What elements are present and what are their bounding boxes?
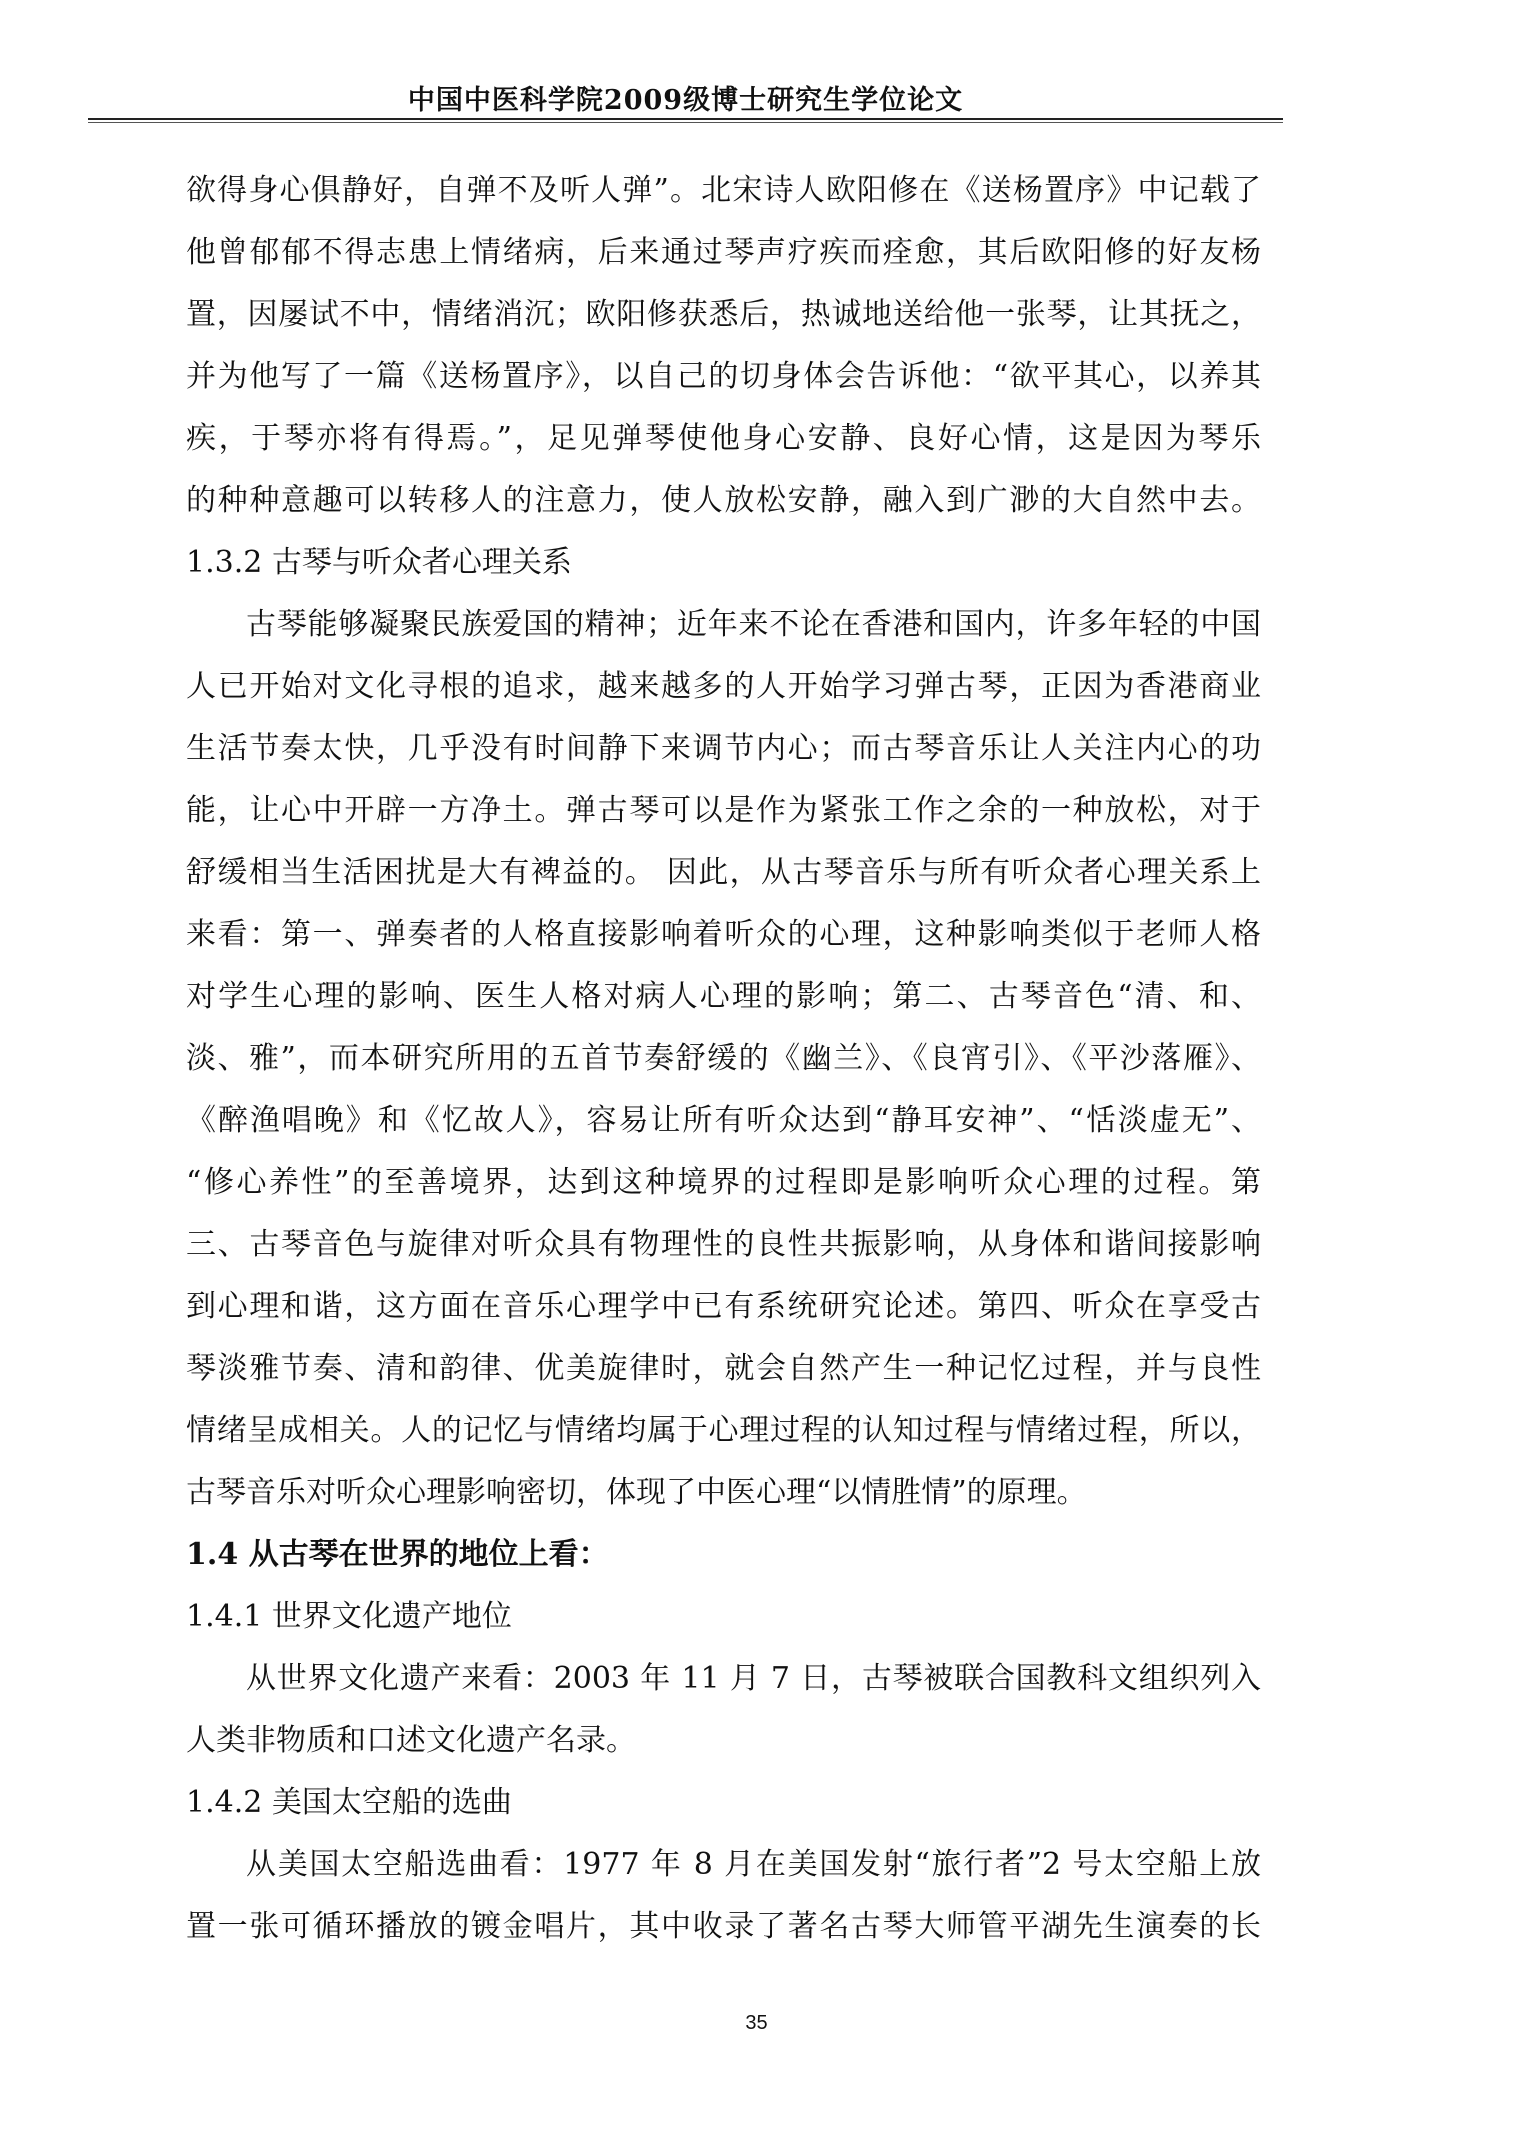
paragraph-line: 淡、雅”，而本研究所用的五首节奏舒缓的《幽兰》、《良宵引》、《平沙落雁》、 [186, 1041, 1261, 1076]
paragraph-line: 到心理和谐，这方面在音乐心理学中已有系统研究论述。第四、听众在享受古 [186, 1289, 1261, 1324]
paragraph-line: 生活节奏太快，几乎没有时间静下来调节内心；而古琴音乐让人关注内心的功 [186, 731, 1261, 766]
body-text [186, 160, 1261, 1958]
running-header: 中国中医科学院2009级博士研究生学位论文 [407, 85, 964, 116]
paragraph-line: 置，因屡试不中，情绪消沉；欧阳修获悉后，热诚地送给他一张琴，让其抚之， [186, 297, 1261, 332]
paragraph-line: 情绪呈成相关。人的记忆与情绪均属于心理过程的认知过程与情绪过程，所以， [186, 1413, 1261, 1448]
paragraph-line: 对学生心理的影响、医生人格对病人心理的影响；第二、古琴音色“清、和、 [186, 979, 1261, 1014]
section-heading-1-3-2: 1.3.2 古琴与听众者心理关系 [186, 545, 572, 580]
paragraph-line: 从世界文化遗产来看：2003 年 11 月 7 日，古琴被联合国教科文组织列入 [246, 1661, 1261, 1696]
paragraph-line: 的种种意趣可以转移人的注意力，使人放松安静，融入到广渺的大自然中去。 [186, 483, 1261, 518]
paragraph-line: 从美国太空船选曲看：1977 年 8 月在美国发射“旅行者”2 号太空船上放 [246, 1847, 1261, 1882]
paragraph-line: 人类非物质和口述文化遗产名录。 [186, 1723, 636, 1758]
header-rule [88, 118, 1283, 120]
paragraph-line: 古琴能够凝聚民族爱国的精神；近年来不论在香港和国内，许多年轻的中国 [246, 607, 1261, 642]
paragraph-line: 古琴音乐对听众心理影响密切，体现了中医心理“以情胜情”的原理。 [186, 1475, 1087, 1510]
paragraph-line: 置一张可循环播放的镀金唱片，其中收录了著名古琴大师管平湖先生演奏的长 [186, 1909, 1261, 1944]
paragraph-line: 舒缓相当生活困扰是大有裨益的。 因此，从古琴音乐与所有听众者心理关系上 [186, 855, 1261, 890]
paragraph-line: 来看：第一、弹奏者的人格直接影响着听众的心理，这种影响类似于老师人格 [186, 917, 1261, 952]
paragraph-line: 三、古琴音色与旋律对听众具有物理性的良性共振影响，从身体和谐间接影响 [186, 1227, 1261, 1262]
section-heading-1-4: 1.4 从古琴在世界的地位上看： [186, 1537, 609, 1572]
page-number: 35 [745, 2012, 768, 2034]
paragraph-line: 《醉渔唱晚》和《忆故人》，容易让所有听众达到“静耳安神”、“恬淡虚无”、 [186, 1103, 1261, 1138]
paragraph-line: 欲得身心俱静好，自弹不及听人弹”。北宋诗人欧阳修在《送杨置序》中记载了 [186, 173, 1261, 208]
paragraph-line: “修心养性”的至善境界，达到这种境界的过程即是影响听众心理的过程。第 [186, 1165, 1261, 1200]
section-heading-1-4-1: 1.4.1 世界文化遗产地位 [186, 1599, 512, 1634]
header-rule-thin [88, 122, 1283, 123]
paragraph-line: 并为他写了一篇《送杨置序》，以自己的切身体会告诉他：“欲平其心，以养其 [186, 359, 1261, 394]
paragraph-line: 能，让心中开辟一方净土。弹古琴可以是作为紧张工作之余的一种放松，对于 [186, 793, 1261, 828]
paragraph-line: 疾，于琴亦将有得焉。”，足见弹琴使他身心安静、良好心情，这是因为琴乐 [186, 421, 1261, 456]
paragraph-line: 他曾郁郁不得志患上情绪病，后来通过琴声疗疾而痊愈，其后欧阳修的好友杨 [186, 235, 1261, 270]
section-heading-1-4-2: 1.4.2 美国太空船的选曲 [186, 1785, 512, 1820]
paragraph-line: 琴淡雅节奏、清和韵律、优美旋律时，就会自然产生一种记忆过程，并与良性 [186, 1351, 1261, 1386]
paragraph-line: 人已开始对文化寻根的追求，越来越多的人开始学习弹古琴，正因为香港商业 [186, 669, 1261, 704]
